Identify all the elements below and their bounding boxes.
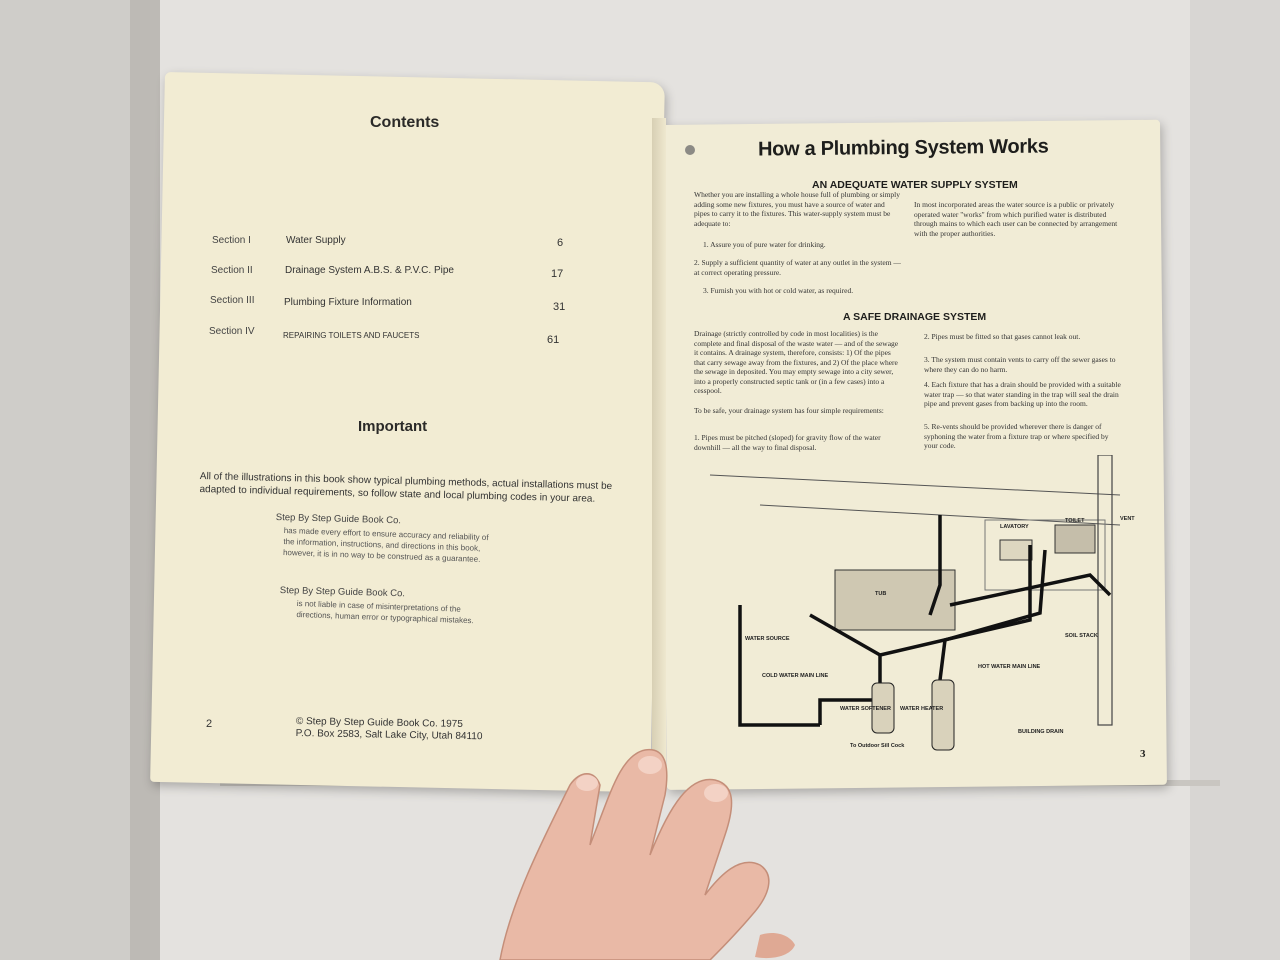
label-tub: TUB xyxy=(875,591,887,597)
publisher-disclaimer-2: is not liable in case of misinterpretations of the directions, human error or typographical mistakes. xyxy=(296,598,474,626)
drainage-item-3: 3. The system must contain vents to carry off the sewer gases to where they can do no harm. xyxy=(924,355,1116,374)
toc-title-1: Water Supply xyxy=(286,235,346,246)
water-supply-intro: Whether you are installing a whole house full of plumbing or simply adding some new fixtures, you must have a source of water and pipes to carry it to the fixtures. This water-supply system must be adequate to: xyxy=(694,190,901,228)
page-number-left: 2 xyxy=(206,718,213,730)
drainage-item-4: 4. Each fixture that has a drain should be provided with a suitable water trap — so that water standing in the trap will seal the drain pipe and prevent gases from backing up into the room. xyxy=(924,380,1121,408)
tub-icon xyxy=(835,570,955,630)
water-heater-icon xyxy=(932,680,954,750)
label-water-softener: WATER SOFTENER xyxy=(840,706,891,712)
section-heading-drainage: A SAFE DRAINAGE SYSTEM xyxy=(843,311,987,323)
address-line: P.O. Box 2583, Salt Lake City, Utah 84110 xyxy=(295,727,483,743)
label-building-drain: BUILDING DRAIN xyxy=(1018,729,1064,735)
label-cold-water-main: COLD WATER MAIN LINE xyxy=(762,673,829,679)
drainage-item-2: 2. Pipes must be fitted so that gases cannot leak out. xyxy=(924,332,1081,341)
water-supply-item-3: 3. Furnish you with hot or cold water, as required. xyxy=(703,286,854,295)
label-soil-stack: SOIL STACK xyxy=(1065,633,1098,639)
background-right-surface xyxy=(1190,0,1280,960)
publisher-disclaimer-1: has made every effort to ensure accuracy and reliability of the information, instructions, and directions in this book, however, it is in no way to be construed as a guarantee. xyxy=(282,525,489,564)
toc-section-4: Section IV xyxy=(209,326,255,337)
label-hot-water-main: HOT WATER MAIN LINE xyxy=(978,664,1041,670)
label-outdoor-sill-cock: To Outdoor Sill Cock xyxy=(850,743,905,749)
drainage-item-1: 1. Pipes must be pitched (sloped) for gravity flow of the water downhill — all the way to final disposal. xyxy=(694,433,881,452)
drainage-intro: Drainage (strictly controlled by code in most localities) is the complete and final disposal of the waste water — and of the sewage it contains. A drainage system, therefore, consists: 1) Of the pipes that carry sewage away from the fixtures, and 2) Of the place where the sewage in deposited. You may empty sewage into a city sewer, into a properly constructed septic tank or (in a few cases) into a cesspool. xyxy=(694,329,899,395)
page-number-right: 3 xyxy=(1140,748,1146,760)
toc-section-2: Section II xyxy=(211,265,253,276)
water-supply-item-1: 1. Assure you of pure water for drinking. xyxy=(703,240,826,249)
copyright-block xyxy=(296,716,506,744)
section-heading-water-supply: AN ADEQUATE WATER SUPPLY SYSTEM xyxy=(812,179,1018,191)
toc-title-4: REPAIRING TOILETS AND FAUCETS xyxy=(283,331,420,340)
drainage-item-5: 5. Re-vents should be provided wherever there is danger of syphoning the water from a fixture trap or where specified by your code. xyxy=(924,422,1109,450)
toc-page-1: 6 xyxy=(557,237,564,249)
hand-holding-page xyxy=(490,735,810,960)
book-gutter xyxy=(652,118,666,778)
punch-hole xyxy=(685,145,695,155)
lavatory-icon xyxy=(1000,540,1032,560)
toc-page-2: 17 xyxy=(551,268,564,280)
drainage-requirements: To be safe, your drainage system has four simple requirements: xyxy=(694,406,884,415)
toc-section-1: Section I xyxy=(212,235,251,246)
label-water-heater: WATER HEATER xyxy=(900,706,944,712)
water-supply-item-2: 2. Supply a sufficient quantity of water at any outlet in the system — at correct operating pressure. xyxy=(694,258,901,277)
label-lavatory: LAVATORY xyxy=(1000,524,1029,530)
toc-title-2: Drainage System A.B.S. & P.V.C. Pipe xyxy=(285,265,454,276)
copyright-line: © Step By Step Guide Book Co. 1975 xyxy=(295,716,463,730)
publisher-name-2: Step By Step Guide Book Co. xyxy=(279,585,406,600)
important-text: All of the illustrations in this book show typical plumbing methods, actual installations must be adapted to individual requirements, so follow state and local plumbing codes in your area. xyxy=(199,470,613,505)
publisher-name-1: Step By Step Guide Book Co. xyxy=(275,512,402,527)
label-vent: VENT xyxy=(1120,516,1135,522)
important-heading: Important xyxy=(358,418,428,435)
label-toilet: TOILET xyxy=(1065,518,1085,524)
page-title: How a Plumbing System Works xyxy=(757,135,1049,161)
plumbing-diagram xyxy=(700,455,1150,765)
toc-page-3: 31 xyxy=(553,301,566,313)
toc-title-3: Plumbing Fixture Information xyxy=(284,297,412,308)
label-water-source: WATER SOURCE xyxy=(745,636,790,642)
toc-page-4: 61 xyxy=(547,334,560,346)
toilet-icon xyxy=(1055,525,1095,553)
water-supply-col2: In most incorporated areas the water source is a public or privately operated water "works" from which purified water is distributed through mains to which each user can be connected by arrangement with the proper authorities. xyxy=(914,200,1118,238)
toc-section-3: Section III xyxy=(210,295,255,306)
contents-heading: Contents xyxy=(370,114,440,131)
